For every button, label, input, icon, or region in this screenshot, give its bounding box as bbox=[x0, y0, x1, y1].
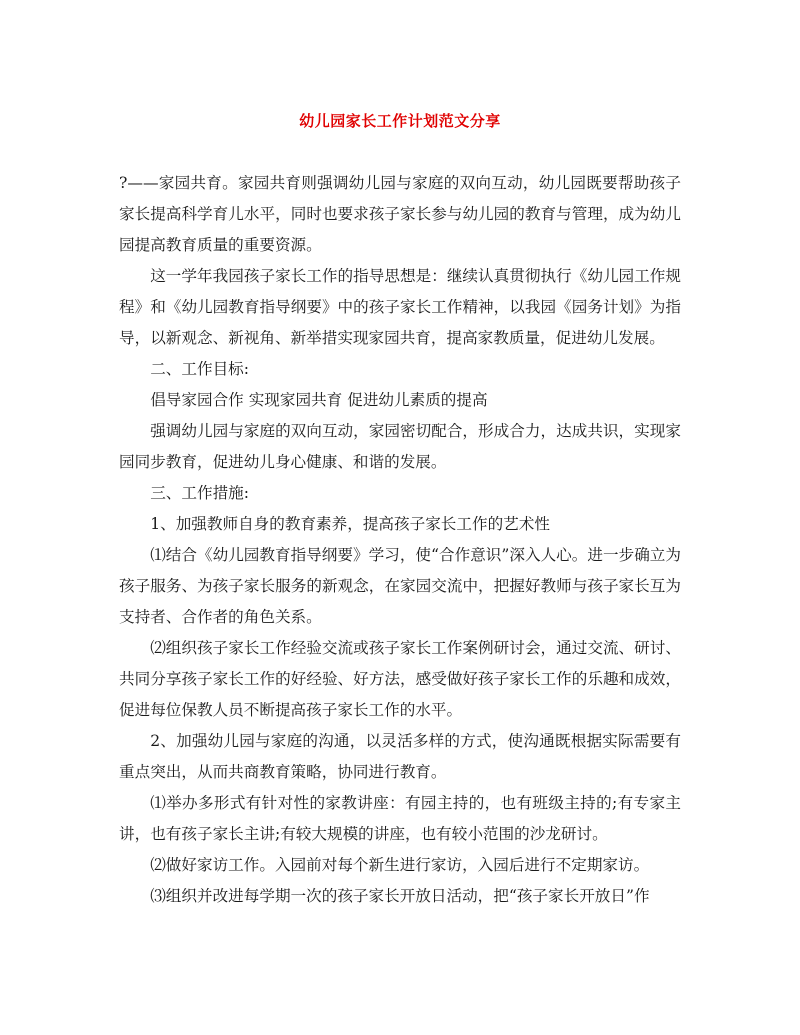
paragraph: 这一学年我园孩子家长工作的指导思想是：继续认真贯彻执行《幼儿园工作规程》和《幼儿园教育指导纲要》中的孩子家长工作精神，以我园《园务计划》为指导，以新观念、新视角、新举措实现家园共育，提高家教质量，促进幼儿发展。 bbox=[119, 267, 681, 347]
paragraph: ⑴举办多形式有针对性的家教讲座：有园主持的，也有班级主持的;有专家主讲，也有孩子家长主讲;有较大规模的讲座，也有较小范围的沙龙研讨。 bbox=[119, 794, 681, 843]
paragraph: ⑵组织孩子家长工作经验交流或孩子家长工作案例研讨会，通过交流、研讨、共同分享孩子家长工作的好经验、好方法，感受做好孩子家长工作的乐趣和成效，促进每位保教人员不断提高孩子家长工作的水平。 bbox=[119, 639, 681, 719]
paragraph: ⑴结合《幼儿园教育指导纲要》学习，使“合作意识”深入人心。进一步确立为孩子服务、为孩子家长服务的新观念，在家园交流中，把握好教师与孩子家长互为支持者、合作者的角色关系。 bbox=[119, 546, 681, 626]
paragraph: 三、工作措施: bbox=[150, 484, 250, 502]
paragraph: ⑵做好家访工作。入园前对每个新生进行家访，入园后进行不定期家访。 bbox=[150, 856, 650, 874]
paragraph: 二、工作目标: bbox=[150, 360, 250, 378]
document-body bbox=[119, 168, 681, 912]
paragraph: 2、加强幼儿园与家庭的沟通，以灵活多样的方式，使沟通既根据实际需要有重点突出，从而共商教育策略，协同进行教育。 bbox=[119, 732, 681, 781]
paragraph: 强调幼儿园与家庭的双向互动，家园密切配合，形成合力，达成共识，实现家园同步教育，促进幼儿身心健康、和谐的发展。 bbox=[119, 422, 681, 471]
paragraph: 1、加强教师自身的教育素养，提高孩子家长工作的艺术性 bbox=[150, 515, 550, 533]
document-title: 幼儿园家长工作计划范文分享 bbox=[299, 112, 501, 130]
paragraph: 倡导家园合作 实现家园共育 促进幼儿素质的提高 bbox=[150, 391, 488, 409]
paragraph: ⑶组织并改进每学期一次的孩子家长开放日活动，把“孩子家长开放日”作 bbox=[150, 887, 650, 905]
paragraph: ?——家园共育。家园共育则强调幼儿园与家庭的双向互动，幼儿园既要帮助孩子家长提高科学育儿水平，同时也要求孩子家长参与幼儿园的教育与管理，成为幼儿园提高教育质量的重要资源。 bbox=[119, 174, 681, 254]
